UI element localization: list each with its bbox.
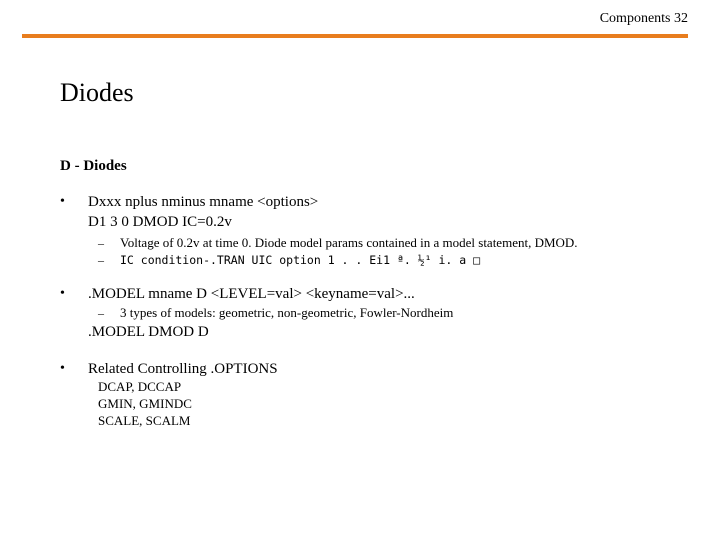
bullet-marker: • <box>60 286 65 301</box>
bullet-1-line-1: Dxxx nplus nminus mname <options> <box>88 194 319 210</box>
bullet-1-subitem-2: IC condition-.TRAN UIC option 1 . . Ei1 ª. ½¹ i. a □ <box>120 253 481 267</box>
bullet-2-subitem-1: 3 types of models: geometric, non-geometric, Fowler-Nordheim <box>120 305 454 320</box>
bullet-2-line-1: .MODEL mname D <LEVEL=val> <keyname=val>... <box>88 286 415 302</box>
header-rule <box>22 34 688 38</box>
slide-header: Components 32 <box>599 11 688 26</box>
option-item: DCAP, DCCAP <box>98 379 182 394</box>
option-item: GMIN, GMINDC <box>98 396 192 411</box>
dash-marker: – <box>98 236 104 250</box>
bullet-marker: • <box>60 361 65 376</box>
bullet-1-line-2: D1 3 0 DMOD IC=0.2v <box>88 214 232 230</box>
dash-marker: – <box>98 253 104 267</box>
bullet-1-subitem-1: Voltage of 0.2v at time 0. Diode model params contained in a model statement, DMOD. <box>120 235 578 250</box>
bullet-marker: • <box>60 194 65 209</box>
dash-marker: – <box>98 306 104 320</box>
subheading: D - Diodes <box>60 158 127 174</box>
bullet-3-line-1: Related Controlling .OPTIONS <box>88 361 278 377</box>
option-item: SCALE, SCALM <box>98 413 191 428</box>
slide-title: Diodes <box>60 78 134 107</box>
bullet-2-after: .MODEL DMOD D <box>88 324 209 340</box>
